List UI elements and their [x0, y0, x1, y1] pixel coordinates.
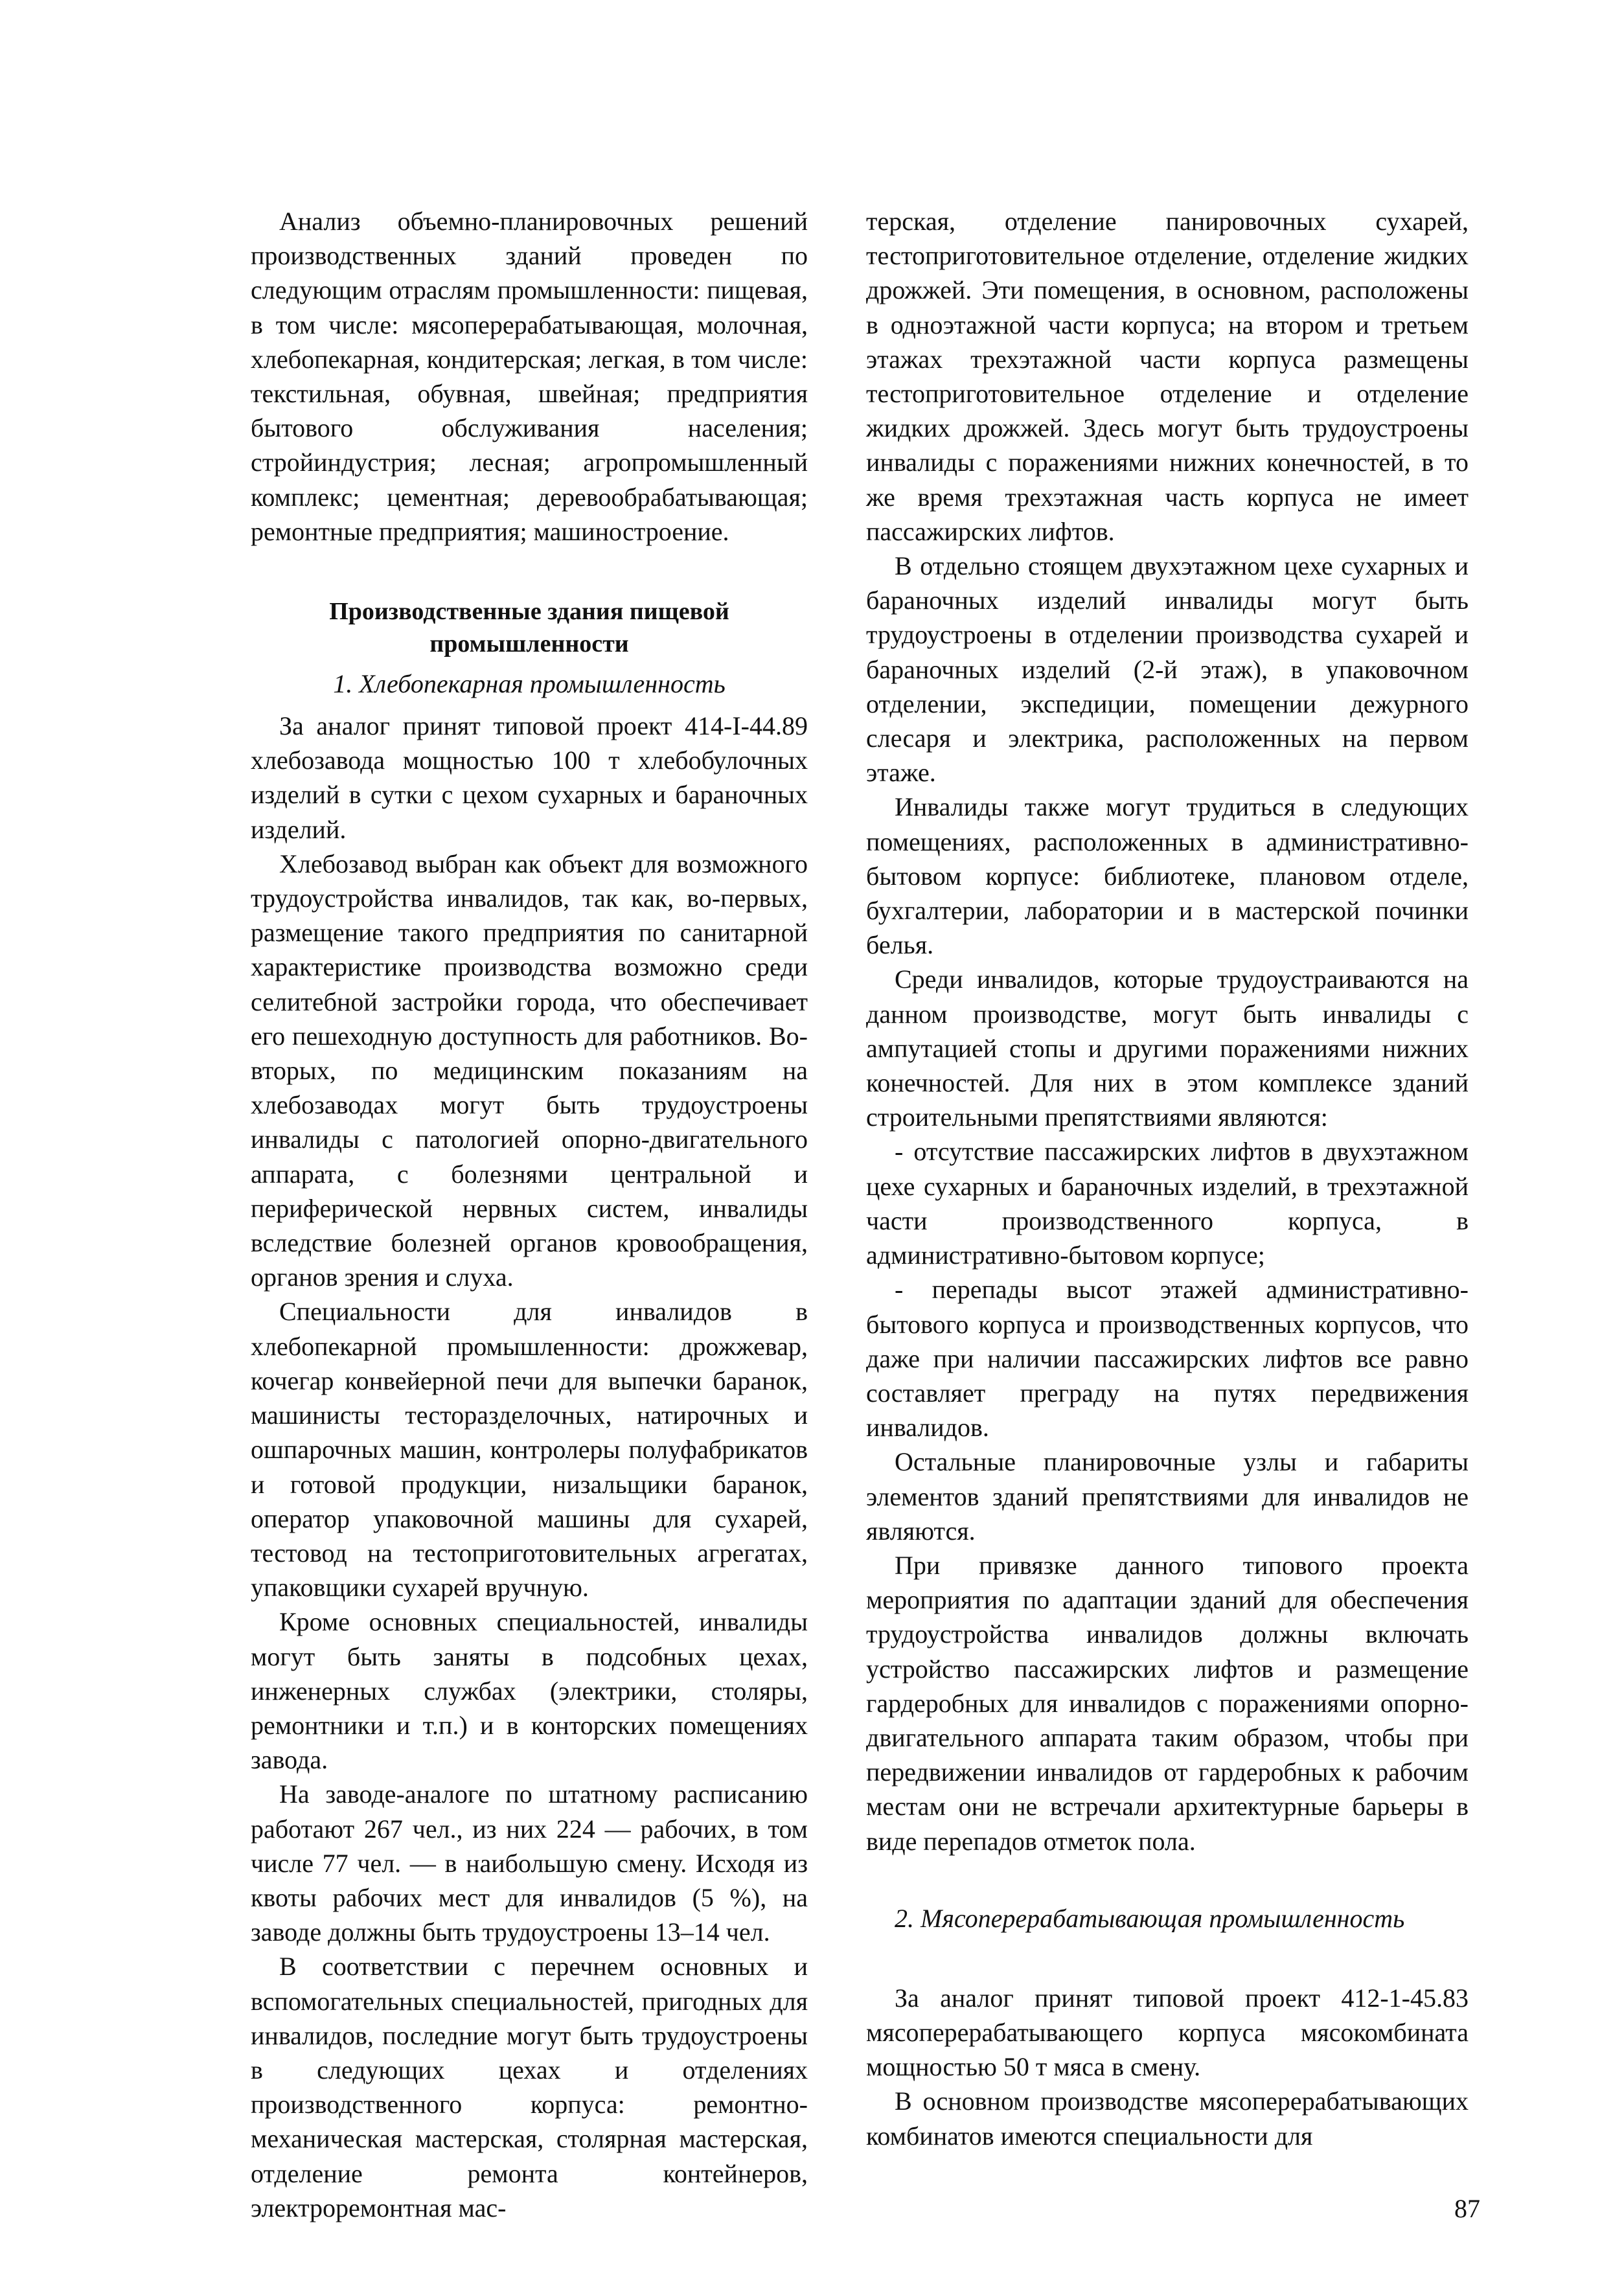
paragraph: Специальности для инвалидов в хлебопекарной промышленности: дрожжевар, кочегар конвейерной печи для выпечки баранок, машинисты тесторазделочных, натирочных и ошпарочных машин, контролеры полуфабрикатов и готовой продукции, низальщики баранок, оператор упаковочной машины для сухарей, тестовод на тестоприготовительных агрегатах, упаковщики сухарей вручную. — [251, 1297, 808, 1603]
paragraph: Остальные планировочные узлы и габариты элементов зданий препятствиями для инвалидов не являются. — [866, 1447, 1469, 1546]
list-item: - отсутствие пассажирских лифтов в двухэтажном цехе сухарных и бараночных изделий, в трехэтажной части производственного корпуса, в административно-бытовом корпусе; — [866, 1137, 1469, 1270]
paragraph: За аналог принят типовой проект 414-I-44.89 хлебозавода мощностью 100 т хлебобулочных изделий в сутки с цехом сухарных и бараночных изделий. — [251, 711, 808, 844]
paragraph: Среди инвалидов, которые трудоустраиваются на данном производстве, могут быть инвалиды с ампутацией стопы и другими поражениями нижних конечностей. Для них в этом комплексе зданий строительными препятствиями являются: — [866, 965, 1469, 1132]
paragraph: В основном производстве мясоперерабатывающих комбинатов имеются специальности для — [866, 2086, 1469, 2151]
paragraph: Инвалиды также могут трудиться в следующих помещениях, расположенных в административно-бытовом корпусе: библиотеке, плановом отделе, бухгалтерии, лаборатории и в мастерской починки белья. — [866, 792, 1469, 960]
subsection-heading-meat: 2. Мясоперерабатывающая промышленность — [895, 1903, 1405, 1933]
section-heading — [251, 595, 808, 660]
page-number: 87 — [1454, 2194, 1480, 2223]
section-heading-line-1: Производственные здания пищевой — [329, 598, 729, 626]
paragraph: В отдельно стоящем двухэтажном цехе сухарных и бараночных изделий инвалиды могут быть трудоустроены в отделении производства сухарей и бараночных изделий (2-й этаж), в упаковочном отделении, экспедиции, помещении дежурного слесаря и электрика, расположенных на первом этаже. — [866, 551, 1469, 788]
right-column — [866, 204, 1469, 2153]
subsection-heading-bakery: 1. Хлебопекарная промышленность — [333, 669, 726, 699]
paragraph: За аналог принят типовой проект 412-1-45.83 мясоперерабатывающего корпуса мясокомбината мощностью 50 т мяса в смену. — [866, 1983, 1469, 2082]
paragraph: В соответствии с перечнем основных и вспомогательных специальностей, пригодных для инвалидов, последние могут быть трудоустроены в следующих цехах и отделениях производственного корпуса: ремонтно-механическая мастерская, столярная мастерская, отделение ремонта контейнеров, электроремонтная мас- — [251, 1952, 808, 2222]
intro-paragraph: Анализ объемно-планировочных решений производственных зданий проведен по следующим отраслям промышленности: пищевая, в том числе: мясоперерабатывающая, молочная, хлебопекарная, кондитерская; легкая, в том числе: текстильная, обувная, швейная; предприятия бытового обслуживания населения; стройиндустрия; лесная; агропромышленный комплекс; цементная; деревообрабатывающая; ремонтные предприятия; машиностроение. — [251, 207, 808, 546]
paragraph: На заводе-аналоге по штатному расписанию работают 267 чел., из них 224 — рабочих, в том числе 77 чел. — в наибольшую смену. Исходя из квоты рабочих мест для инвалидов (5 %), на заводе должны быть трудоустроены 13–14 чел. — [251, 1779, 808, 1947]
paragraph: При привязке данного типового проекта мероприятия по адаптации зданий для обеспечения трудоустройства инвалидов должны включать устройство пассажирских лифтов и размещение гардеробных для инвалидов с поражениями опорно-двигательного аппарата таким образом, чтобы при передвижении инвалидов от гардеробных к рабочим местам они не встречали архитектурные барьеры в виде перепадов отметок пола. — [866, 1550, 1469, 1856]
paragraph: Кроме основных специальностей, инвалиды могут быть заняты в подсобных цехах, инженерных службах (электрики, столяры, ремонтники и т.п.) и в конторских помещениях завода. — [251, 1607, 808, 1775]
left-column — [251, 204, 808, 2225]
paragraph: Хлебозавод выбран как объект для возможного трудоустройства инвалидов, так как, во-первых, размещение такого предприятия по санитарной характеристике производства возможно среди селитебной застройки города, что обеспечивает его пешеходную доступность для работников. Во-вторых, по медицинским показаниям на хлебозаводах могут быть трудоустроены инвалиды с патологией опорно-двигательного аппарата, с болезнями центральной и периферической нервных систем, инвалиды вследствие болезней органов кровообращения, органов зрения и слуха. — [251, 849, 808, 1292]
list-item: - перепады высот этажей административно-бытового корпуса и производственных корпусов, что даже при наличии пассажирских лифтов все равно составляет преграду на путях передвижения инвалидов. — [866, 1275, 1469, 1443]
continuation-paragraph: терская, отделение панировочных сухарей, тестоприготовительное отделение, отделение жидких дрожжей. Эти помещения, в основном, расположены в одноэтажной части корпуса; на втором и третьем этажах трехэтажной части корпуса размещены тестоприготовительное отделение и отделение жидких дрожжей. Здесь могут быть трудоустроены инвалиды с поражениями нижних конечностей, в то же время трехэтажная часть корпуса не имеет пассажирских лифтов. — [866, 207, 1469, 546]
section-heading-line-2: промышленности — [429, 630, 629, 658]
